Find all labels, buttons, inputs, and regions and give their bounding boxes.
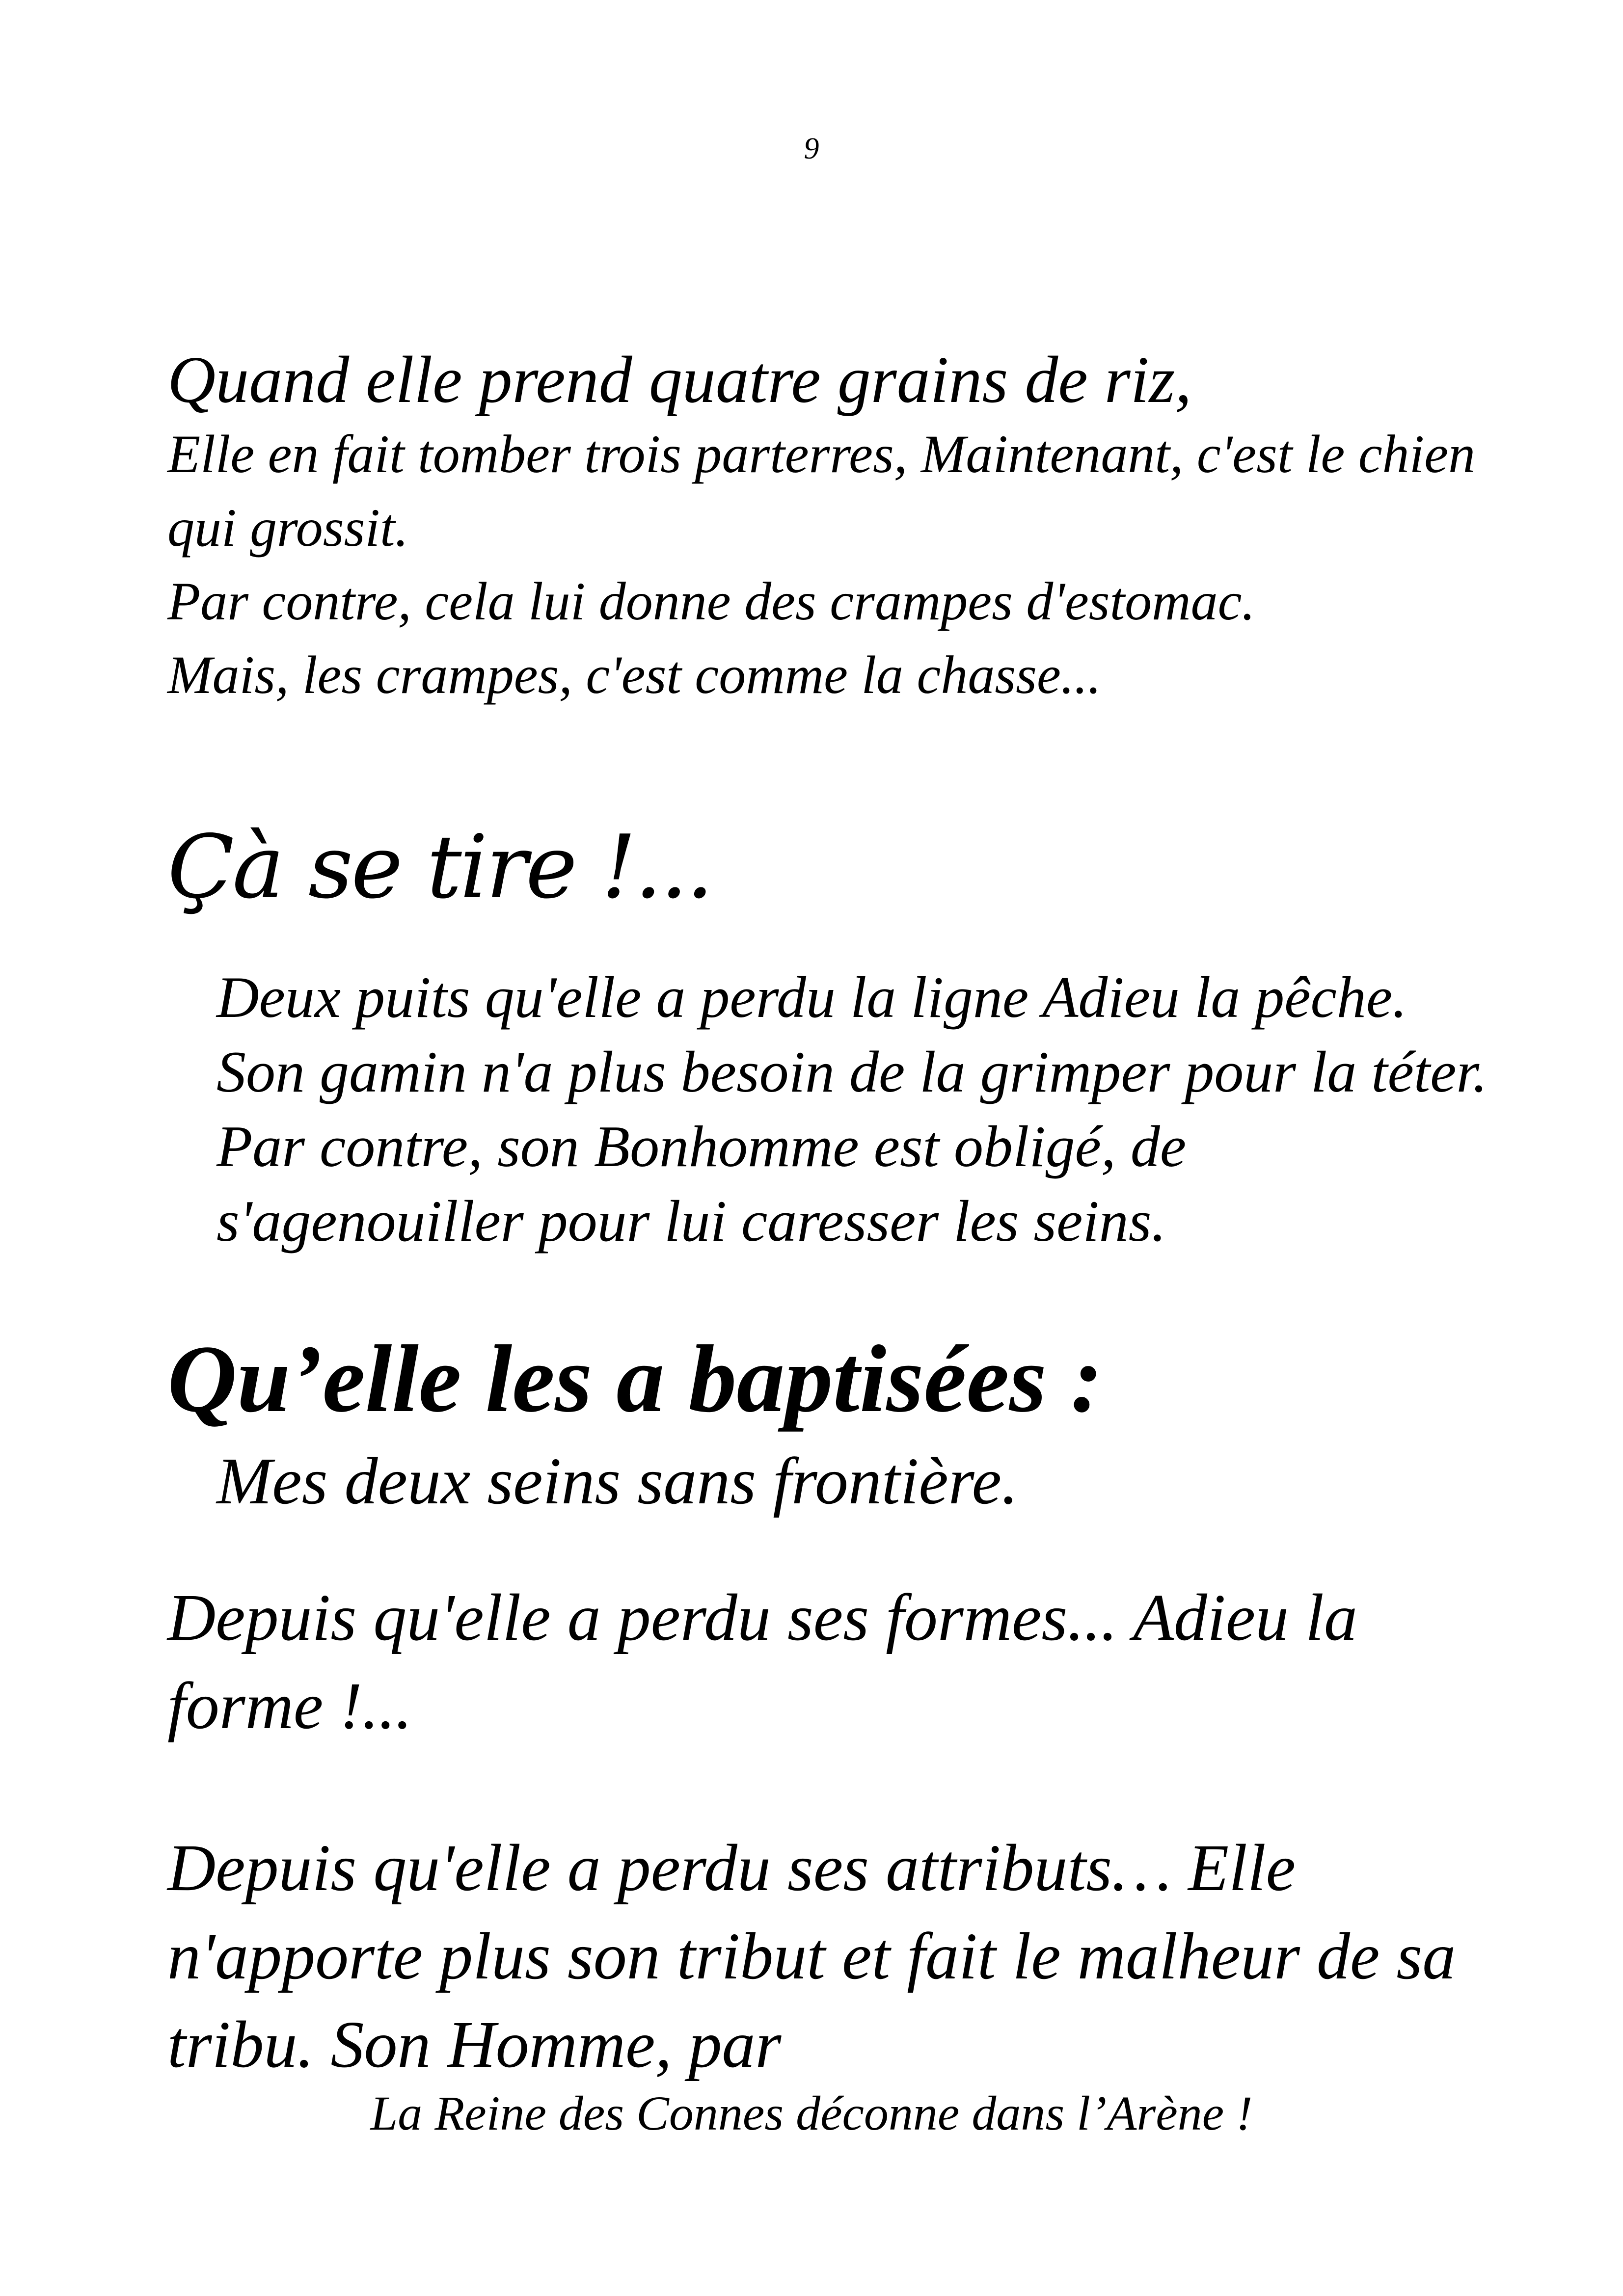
page-footer: La Reine des Connes déconne dans l’Arène ! xyxy=(370,2086,1253,2140)
section-1-paragraph: Deux puits qu'elle a perdu la ligne Adieu la pêche. Son gamin n'a plus besoin de la grimper pour la téter. Par contre, son Bonhomme est obligé, de s'agenouiller pour lui caresser les seins. xyxy=(216,964,1488,1254)
page-body xyxy=(167,344,1493,2089)
intro-first-line: Quand elle prend quatre grains de riz, xyxy=(167,343,1192,417)
section-1-heading: Çà se tire !... xyxy=(167,816,712,918)
intro-line-3: Mais, les crampes, c'est comme la chasse... xyxy=(167,644,1102,705)
page-number: 9 xyxy=(804,132,819,165)
paragraph-4: Depuis qu'elle a perdu ses attributs… Elle n'apporte plus son tribut et fait le malheur de sa tribu. Son Homme, par xyxy=(167,1831,1456,2082)
intro-paragraph: Elle en fait tomber trois parterres, Maintenant, c'est le chien qui grossit. xyxy=(167,424,1476,558)
intro-line-2: Par contre, cela lui donne des crampes d'estomac. xyxy=(167,571,1255,631)
section-2-heading: Qu’elle les a baptisées : xyxy=(167,1325,1103,1432)
section-2-line: Mes deux seins sans frontière. xyxy=(216,1444,1018,1518)
paragraph-3: Depuis qu'elle a perdu ses formes... Adieu la forme !... xyxy=(167,1580,1357,1743)
